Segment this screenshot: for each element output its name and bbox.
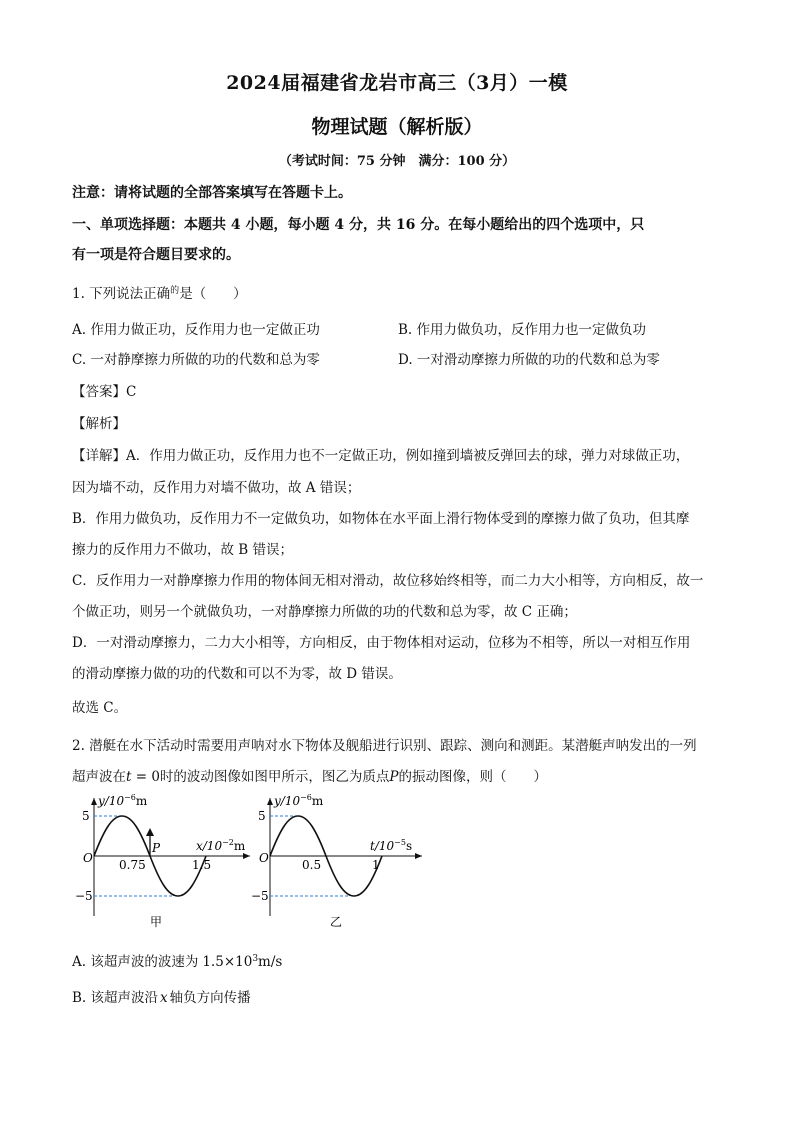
section1-heading-line2: 有一项是符合题目要求的。: [72, 247, 240, 263]
q1-detail-line: 擦力的反作用力不做功，故 B 错误；: [72, 542, 294, 558]
document-subtitle: 物理试题（解析版）: [311, 116, 483, 138]
figure-vibration-graph: [246, 790, 436, 940]
origin-label: O: [83, 851, 93, 865]
figure-wave-graph: [70, 790, 260, 940]
section1-heading-line1: 一、单项选择题：本题共 4 小题，每小题 4 分，共 16 分。在每小题给出的四个选项中，只: [72, 217, 645, 233]
q1-stem-b: 是（ ）: [179, 286, 247, 302]
q1-detail-line: C．反作用力一对静摩擦力作用的物体间无相对滑动，故位移始终相等，而二力大小相等，方向相反，故一: [72, 573, 704, 589]
y-axis-label: $y/10^{-6}m$: [98, 793, 148, 808]
figure-caption: 甲: [150, 915, 163, 929]
q2-option-b-a: B. 该超声波沿: [72, 990, 159, 1006]
exam-info: （考试时间：75 分钟 满分：100 分）: [278, 154, 516, 169]
document-title: 2024届福建省龙岩市高三（3月）一模: [226, 72, 568, 94]
x-axis-label: $x/10^{-2}m$: [196, 838, 246, 853]
y-axis-arrow: [267, 798, 273, 805]
q2-stem-t: t: [126, 769, 132, 785]
q2-stem-b: 时的波动图像如图甲所示，图乙为质点: [159, 769, 390, 785]
q1-option-b: B. 作用力做负功，反作用力也一定做负功: [398, 322, 647, 338]
q1-conclusion: 故选 C。: [72, 700, 128, 716]
q1-detail-line: 的滑动摩擦力做的功的代数和可以不为零，故 D 错误。: [72, 666, 402, 682]
q1-detail-line: 个做正功，则另一个就做负功，一对静摩擦力所做的功的代数和总为零，故 C 正确；: [72, 604, 577, 620]
q2-option-a-exp: 3: [252, 954, 259, 964]
q1-detail-line: B．作用力做负功，反作用力不一定做负功，如物体在水平面上滑行物体受到的摩擦力做了负功，但其摩: [72, 511, 690, 527]
q1-option-c: C. 一对静摩擦力所做的功的代数和总为零: [72, 352, 320, 368]
y-tick-bottom: −5: [75, 889, 93, 903]
q1-detail-line: 【详解】A．作用力做正功，反作用力也不一定做正功，例如撞到墙被反弹回去的球，弹力对球做正功，: [72, 448, 690, 464]
q1-answer: 【答案】C: [72, 384, 137, 400]
q1-stem-a: 1. 下列说法正确: [72, 286, 171, 302]
x-axis-label: $t/10^{-5}s$: [370, 838, 413, 853]
point-p-label: P: [152, 841, 161, 855]
q2-stem-line1: 2. 潜艇在水下活动时需要用声呐对水下物体及舰船进行识别、跟踪、测向和测距。某潜艇声呐发出的一列: [72, 738, 697, 754]
q1-detail-line: D．一对滑动摩擦力，二力大小相等，方向相反，由于物体相对运动，位移为不相等，所以一对相互作用: [72, 635, 691, 651]
q2-stem-eq: = 0: [131, 769, 160, 785]
q2-option-b-b: 轴负方向传播: [169, 990, 251, 1006]
q2-stem-line2: [72, 765, 547, 785]
q1-detail-line: 因为墙不动，反作用力对墙不做功，故 A 错误；: [72, 480, 361, 496]
x-tick-end: 1: [372, 858, 380, 872]
q2-option-b: [72, 986, 251, 1006]
q2-option-a-text: A. 该超声波的波速为: [72, 954, 199, 970]
y-tick-top: 5: [258, 809, 266, 823]
x-tick-mid: 0.5: [302, 858, 322, 872]
q1-option-a: A. 作用力做正功，反作用力也一定做正功: [72, 322, 320, 338]
y-tick-top: 5: [82, 809, 90, 823]
q2-stem-c: 的振动图像，则（ ）: [398, 769, 548, 785]
notice: 注意：请将试题的全部答案填写在答题卡上。: [72, 185, 352, 201]
q1-stem: [72, 282, 247, 302]
q2-option-a-unit: m/s: [258, 954, 283, 970]
x-tick-end: 1.5: [192, 858, 212, 872]
q2-option-a: [72, 950, 282, 970]
q1-analysis-label: 【解析】: [72, 416, 126, 432]
origin-label: O: [259, 851, 269, 865]
q2-option-a-value: 1.5×10: [202, 954, 253, 970]
y-axis-arrow: [91, 798, 97, 805]
x-tick-mid: 0.75: [119, 858, 146, 872]
velocity-arrowhead: [146, 828, 154, 836]
q1-option-d: D. 一对滑动摩擦力所做的功的代数和总为零: [398, 352, 660, 368]
q2-stem-a: 超声波在: [72, 769, 126, 785]
q2-option-b-x: x: [160, 990, 168, 1006]
q1-stem-sup: 的: [170, 286, 180, 296]
x-axis-arrow: [415, 853, 422, 859]
y-axis-label: $y/10^{-6}m$: [274, 793, 324, 808]
q2-stem-p: P: [389, 769, 399, 785]
y-tick-bottom: −5: [251, 889, 269, 903]
figure-caption: 乙: [330, 915, 343, 929]
